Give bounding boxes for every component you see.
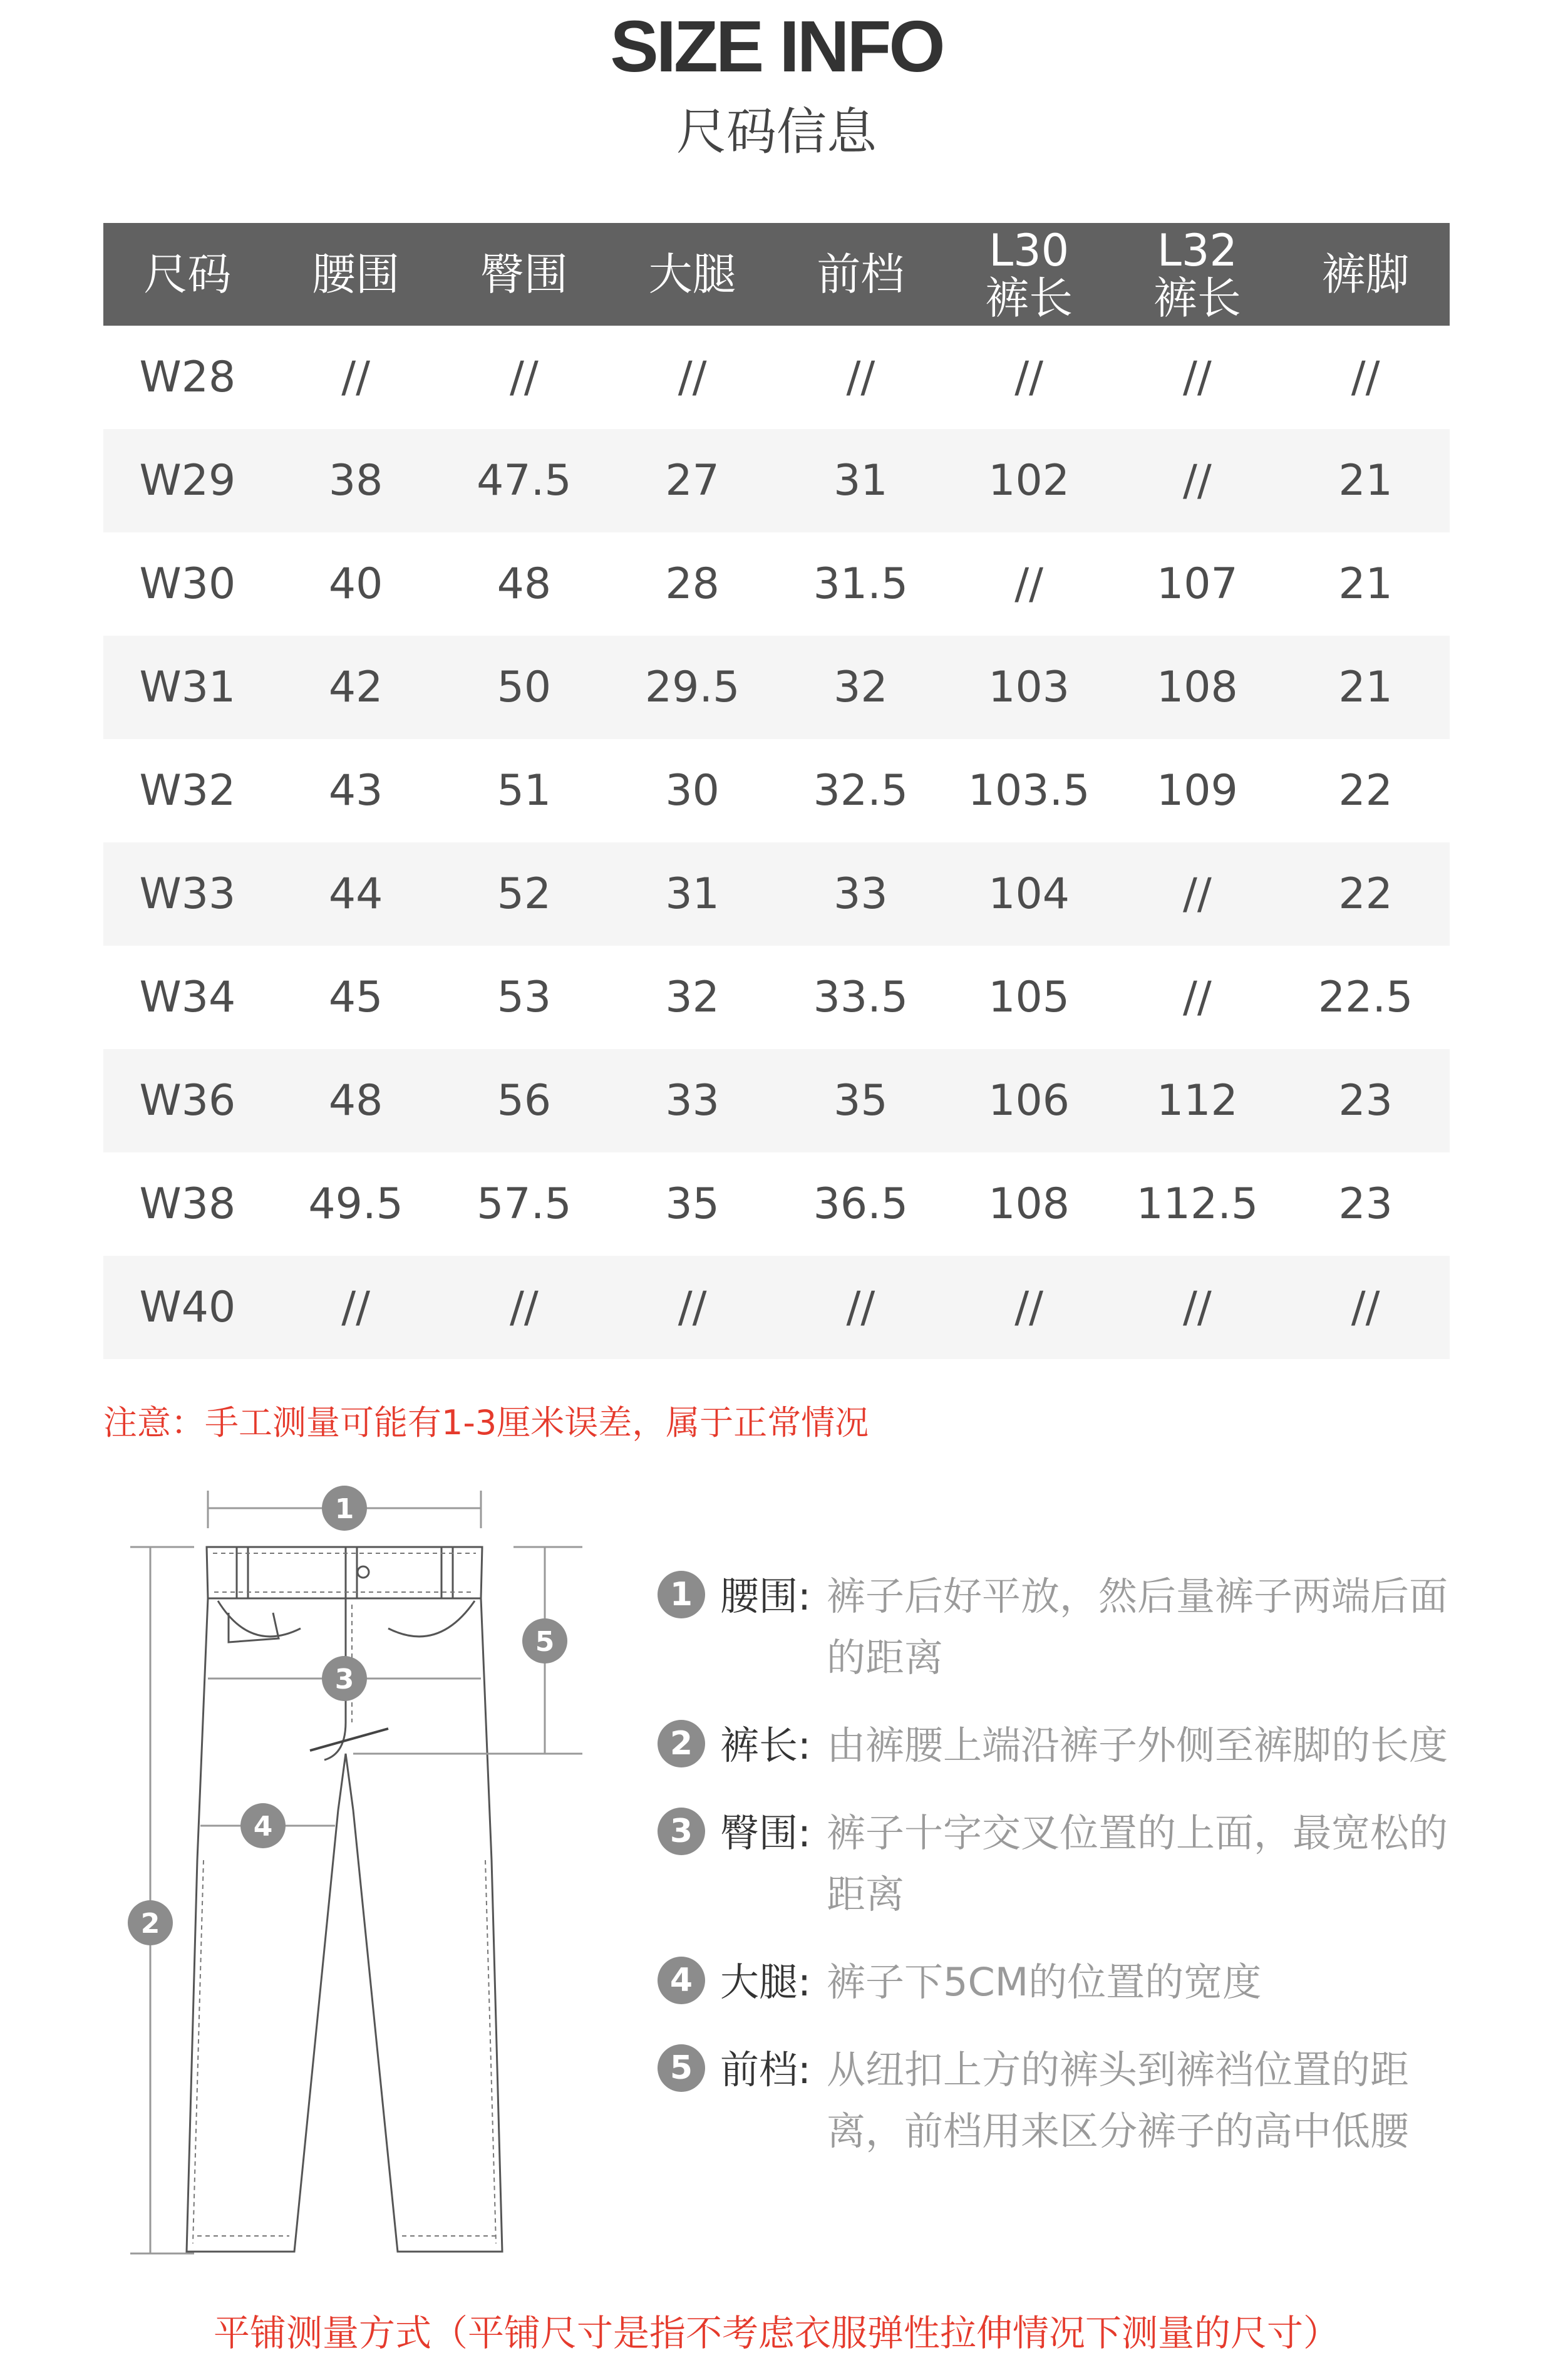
header-length-l32: L32 裤长 xyxy=(1113,223,1282,326)
measurement-definitions xyxy=(658,1566,1472,2188)
definition-label: 前档: xyxy=(720,2047,811,2093)
measurement-cell: 52 xyxy=(440,842,609,946)
measurement-cell: 103 xyxy=(945,636,1113,739)
size-cell: W36 xyxy=(103,1049,272,1152)
header-size: 尺码 xyxy=(103,223,272,326)
definition-label: 臀围: xyxy=(720,1810,811,1856)
table-row xyxy=(103,429,1450,532)
measurement-cell: 35 xyxy=(776,1049,945,1152)
size-cell: W32 xyxy=(139,766,236,815)
measurement-cell: 112 xyxy=(1113,1049,1282,1152)
measurement-cell: 48 xyxy=(497,559,552,609)
number-1-icon: 1 xyxy=(658,1571,705,1618)
size-cell: W34 xyxy=(139,973,236,1022)
svg-text:2: 2 xyxy=(140,1908,160,1940)
table-row xyxy=(103,842,1450,946)
measurement-cell: 27 xyxy=(608,429,776,532)
measurement-cell: 102 xyxy=(945,429,1113,532)
measurement-cell: 107 xyxy=(1156,559,1238,609)
measurement-cell: // xyxy=(509,353,539,402)
crotch-marker-line xyxy=(310,1729,388,1751)
measurement-cell: 36.5 xyxy=(813,1179,909,1229)
table-header-row xyxy=(103,223,1450,326)
table-row xyxy=(103,326,1450,429)
measurement-cell: 33 xyxy=(776,842,945,946)
measurement-cell: 108 xyxy=(1113,636,1282,739)
definition-text: 裤子下5CM的位置的宽度 xyxy=(827,1959,1262,2005)
measurement-cell: 38 xyxy=(272,429,440,532)
header-length-l30: L30 裤长 xyxy=(945,223,1113,326)
size-cell: W31 xyxy=(103,636,272,739)
measurement-cell: 43 xyxy=(328,766,383,815)
measurement-cell: // xyxy=(440,1256,609,1359)
measurement-cell: 28 xyxy=(665,559,720,609)
definition-waist xyxy=(658,1566,1472,1689)
size-cell: W30 xyxy=(139,559,236,609)
table-row xyxy=(103,946,1450,1049)
flat-measurement-note: 平铺测量方式（平铺尺寸是指不考虑衣服弹性拉伸情况下测量的尺寸） xyxy=(213,2312,1339,2354)
marker-4-icon xyxy=(240,1803,286,1848)
measurement-cell: 30 xyxy=(665,766,720,815)
measurement-cell: // xyxy=(272,1256,440,1359)
measurement-cell: // xyxy=(608,1256,776,1359)
measurement-cell: 22.5 xyxy=(1318,973,1413,1022)
measurement-cell: 56 xyxy=(440,1049,609,1152)
marker-5-icon xyxy=(522,1618,567,1663)
table-row xyxy=(103,1152,1450,1256)
definition-label: 腰围: xyxy=(720,1573,811,1619)
measurement-cell: // xyxy=(1281,1256,1450,1359)
size-cell: W29 xyxy=(103,429,272,532)
measurement-cell: 21 xyxy=(1281,429,1450,532)
definition-label: 大腿: xyxy=(720,1959,811,2005)
measurement-cell: 40 xyxy=(328,559,383,609)
size-cell: W40 xyxy=(103,1256,272,1359)
measurement-cell: 49.5 xyxy=(308,1179,403,1229)
measurement-cell: 103.5 xyxy=(967,766,1090,815)
table-row xyxy=(103,1256,1450,1359)
size-cell: W28 xyxy=(139,353,236,402)
table-row xyxy=(103,532,1450,636)
measurement-cell: 32 xyxy=(776,636,945,739)
definition-front-rise xyxy=(658,2039,1472,2162)
number-2-icon: 2 xyxy=(658,1720,705,1767)
measurement-cell: 106 xyxy=(945,1049,1113,1152)
definition-text: 裤子后好平放，然后量裤子两端后面的距离 xyxy=(827,1573,1448,1680)
header-thigh: 大腿 xyxy=(608,223,776,326)
measurement-cell: 23 xyxy=(1338,1179,1393,1229)
measurement-cell: 35 xyxy=(665,1179,720,1229)
size-cell: W33 xyxy=(103,842,272,946)
measurement-cell: // xyxy=(776,1256,945,1359)
pocket-left xyxy=(218,1601,301,1637)
number-5-icon: 5 xyxy=(658,2044,705,2092)
measurement-cell: 51 xyxy=(497,766,552,815)
measurement-cell: // xyxy=(1113,842,1282,946)
measurement-cell: 21 xyxy=(1338,559,1393,609)
header-hip: 臀围 xyxy=(440,223,609,326)
table-row xyxy=(103,636,1450,739)
measurement-cell: 108 xyxy=(988,1179,1070,1229)
measurement-cell: 47.5 xyxy=(440,429,609,532)
definition-text: 裤子十字交叉位置的上面，最宽松的距离 xyxy=(827,1810,1448,1917)
measurement-cell: 32 xyxy=(665,973,720,1022)
definition-text: 从纽扣上方的裤头到裤裆位置的距离，前档用来区分裤子的高中低腰 xyxy=(827,2047,1410,2154)
measurement-cell: // xyxy=(1182,353,1212,402)
definition-length xyxy=(658,1715,1472,1776)
marker-3-icon xyxy=(322,1656,367,1701)
definition-hip xyxy=(658,1803,1472,1925)
measurement-cell: 42 xyxy=(272,636,440,739)
measurement-cell: // xyxy=(1182,973,1212,1022)
measurement-cell: 44 xyxy=(272,842,440,946)
measurement-cell: 50 xyxy=(440,636,609,739)
measurement-cell: 104 xyxy=(945,842,1113,946)
table-row xyxy=(103,1049,1450,1152)
measurement-cell: 112.5 xyxy=(1136,1179,1259,1229)
measurement-cell: 105 xyxy=(988,973,1070,1022)
svg-text:3: 3 xyxy=(334,1663,354,1695)
measurement-cell: 45 xyxy=(328,973,383,1022)
measurement-cell: 22 xyxy=(1338,766,1393,815)
measurement-cell: 33.5 xyxy=(813,973,909,1022)
measurement-cell: 53 xyxy=(497,973,552,1022)
measurement-cell: 57.5 xyxy=(477,1179,572,1229)
pants-measurement-diagram xyxy=(113,1459,601,2274)
measurement-cell: 21 xyxy=(1281,636,1450,739)
measurement-cell: 33 xyxy=(608,1049,776,1152)
measurement-cell: 31 xyxy=(608,842,776,946)
size-cell: W38 xyxy=(139,1179,236,1229)
measurement-error-note: 注意：手工测量可能有1-3厘米误差，属于正常情况 xyxy=(103,1403,869,1442)
measurement-cell: // xyxy=(1351,353,1380,402)
header-front-rise: 前档 xyxy=(776,223,945,326)
measurement-cell: // xyxy=(341,353,371,402)
marker-2-icon xyxy=(128,1900,173,1945)
marker-1-icon xyxy=(322,1486,367,1531)
measurement-cell: 48 xyxy=(272,1049,440,1152)
number-3-icon: 3 xyxy=(658,1808,705,1855)
measurement-cell: // xyxy=(678,353,707,402)
definition-text: 由裤腰上端沿裤子外侧至裤脚的长度 xyxy=(827,1722,1448,1768)
number-4-icon: 4 xyxy=(658,1957,705,2004)
measurement-cell: 29.5 xyxy=(608,636,776,739)
measurement-cell: // xyxy=(846,353,875,402)
svg-text:1: 1 xyxy=(334,1493,354,1525)
measurement-cell: 22 xyxy=(1281,842,1450,946)
header-waist: 腰围 xyxy=(272,223,440,326)
svg-text:4: 4 xyxy=(253,1811,273,1843)
coin-pocket xyxy=(229,1613,279,1642)
measurement-cell: // xyxy=(1113,1256,1282,1359)
definition-thigh xyxy=(658,1952,1472,2013)
definition-label: 裤长: xyxy=(720,1722,811,1768)
measurement-cell: 31 xyxy=(776,429,945,532)
size-table xyxy=(103,223,1450,1359)
measurement-cell: 31.5 xyxy=(813,559,909,609)
measurement-cell: // xyxy=(1014,559,1044,609)
measurement-cell: // xyxy=(945,1256,1113,1359)
page-title-chinese: 尺码信息 xyxy=(676,103,877,161)
header-leg-opening: 裤脚 xyxy=(1281,223,1450,326)
pocket-right xyxy=(388,1601,475,1637)
measurement-cell: // xyxy=(1113,429,1282,532)
page-title-english: SIZE INFO xyxy=(610,6,943,87)
measurement-cell: // xyxy=(1014,353,1044,402)
measurement-cell: 109 xyxy=(1156,766,1238,815)
table-row xyxy=(103,739,1450,842)
measurement-cell: 32.5 xyxy=(813,766,909,815)
svg-text:5: 5 xyxy=(535,1626,555,1658)
measurement-cell: 23 xyxy=(1281,1049,1450,1152)
